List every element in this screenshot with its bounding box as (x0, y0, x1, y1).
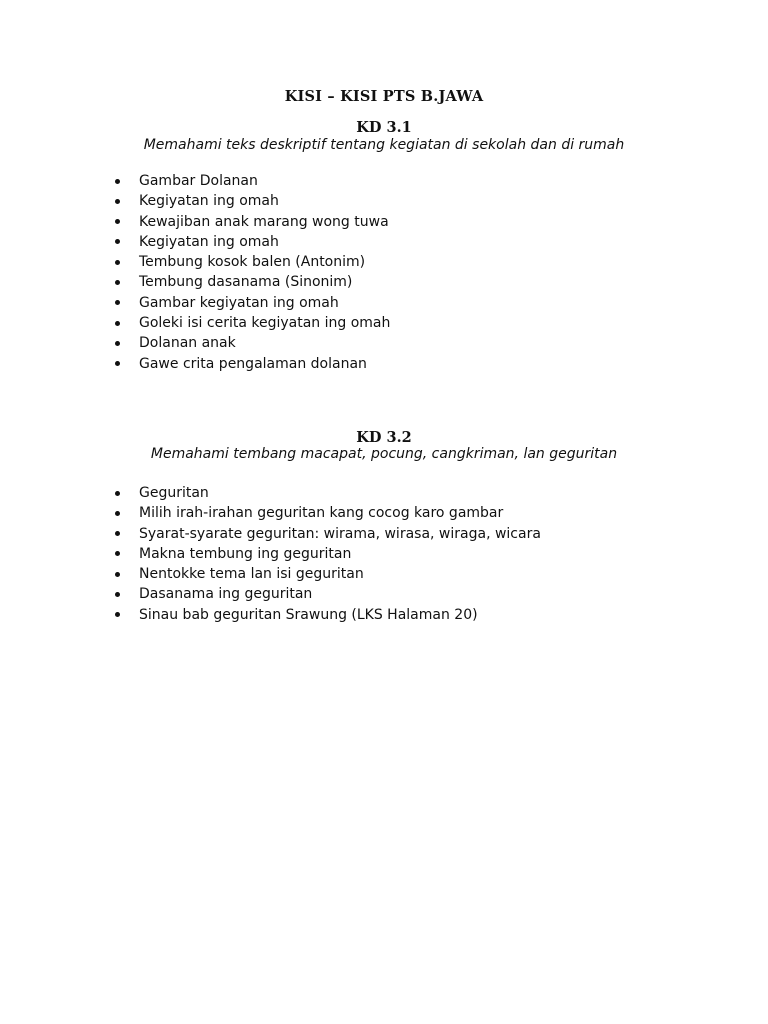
bullet-list-kd-3-1 (113, 171, 390, 374)
bullet-icon (115, 179, 120, 184)
bullet-icon (115, 219, 120, 224)
list-item-text: Nentokke tema lan isi geguritan (139, 566, 364, 583)
list-item-text: Gawe crita pengalaman dolanan (139, 355, 367, 372)
list-item (113, 483, 541, 503)
list-item-text: Kegiyatan ing omah (139, 233, 279, 250)
list-item (113, 171, 390, 191)
list-item-text: Makna tembung ing geguritan (139, 545, 352, 562)
list-item-text: Kewajiban anak marang wong tuwa (139, 213, 389, 230)
bullet-list-kd-3-2 (113, 483, 541, 625)
list-item (113, 252, 390, 272)
list-item (113, 584, 541, 604)
section-heading-kd-3-1: KD 3.1 (356, 119, 412, 136)
list-item-text: Gambar kegiyatan ing omah (139, 294, 339, 311)
bullet-icon (115, 551, 120, 556)
list-item (113, 354, 390, 374)
section-subtitle-kd-3-1: Memahami teks deskriptif tentang kegiatan di sekolah dan di rumah (143, 137, 625, 153)
list-item-text: Tembung dasanama (Sinonim) (139, 274, 353, 291)
bullet-icon (115, 280, 120, 285)
document-title: KISI – KISI PTS B.JAWA (284, 88, 484, 105)
bullet-icon (115, 612, 120, 617)
bullet-icon (115, 199, 120, 204)
list-item (113, 605, 541, 625)
bullet-icon (115, 300, 120, 305)
bullet-icon (115, 341, 120, 346)
list-item-text: Geguritan (139, 485, 209, 501)
bullet-icon (115, 511, 120, 516)
list-item-text: Dasanama ing geguritan (139, 586, 313, 603)
list-item-text: Kegiyatan ing omah (139, 193, 279, 210)
list-item (113, 191, 390, 211)
list-item-text: Tembung kosok balen (Antonim) (139, 254, 366, 271)
list-item (113, 524, 541, 544)
list-item (113, 564, 541, 584)
bullet-icon (115, 239, 120, 244)
bullet-icon (115, 260, 120, 265)
list-item (113, 293, 390, 313)
list-item-text: Gambar Dolanan (139, 173, 258, 189)
list-item-text: Syarat-syarate geguritan: wirama, wirasa, wiraga, wicara (139, 525, 541, 542)
list-item (113, 544, 541, 564)
list-item-text: Goleki isi cerita kegiyatan ing omah (139, 315, 391, 332)
list-item (113, 503, 541, 523)
list-item (113, 212, 390, 232)
list-item (113, 333, 390, 353)
list-item (113, 272, 390, 292)
list-item-text: Sinau bab geguritan Srawung (LKS Halaman 20) (139, 606, 478, 623)
bullet-icon (115, 592, 120, 597)
bullet-icon (115, 531, 120, 536)
list-item-text: Milih irah-irahan geguritan kang cocog karo gambar (139, 505, 504, 522)
list-item (113, 313, 390, 333)
bullet-icon (115, 361, 120, 366)
bullet-icon (115, 321, 120, 326)
section-heading-kd-3-2: KD 3.2 (356, 429, 412, 446)
list-item (113, 232, 390, 252)
section-subtitle-kd-3-2: Memahami tembang macapat, pocung, cangkriman, lan geguritan (150, 446, 618, 462)
bullet-icon (115, 491, 120, 496)
list-item-text: Dolanan anak (139, 335, 236, 352)
bullet-icon (115, 572, 120, 577)
